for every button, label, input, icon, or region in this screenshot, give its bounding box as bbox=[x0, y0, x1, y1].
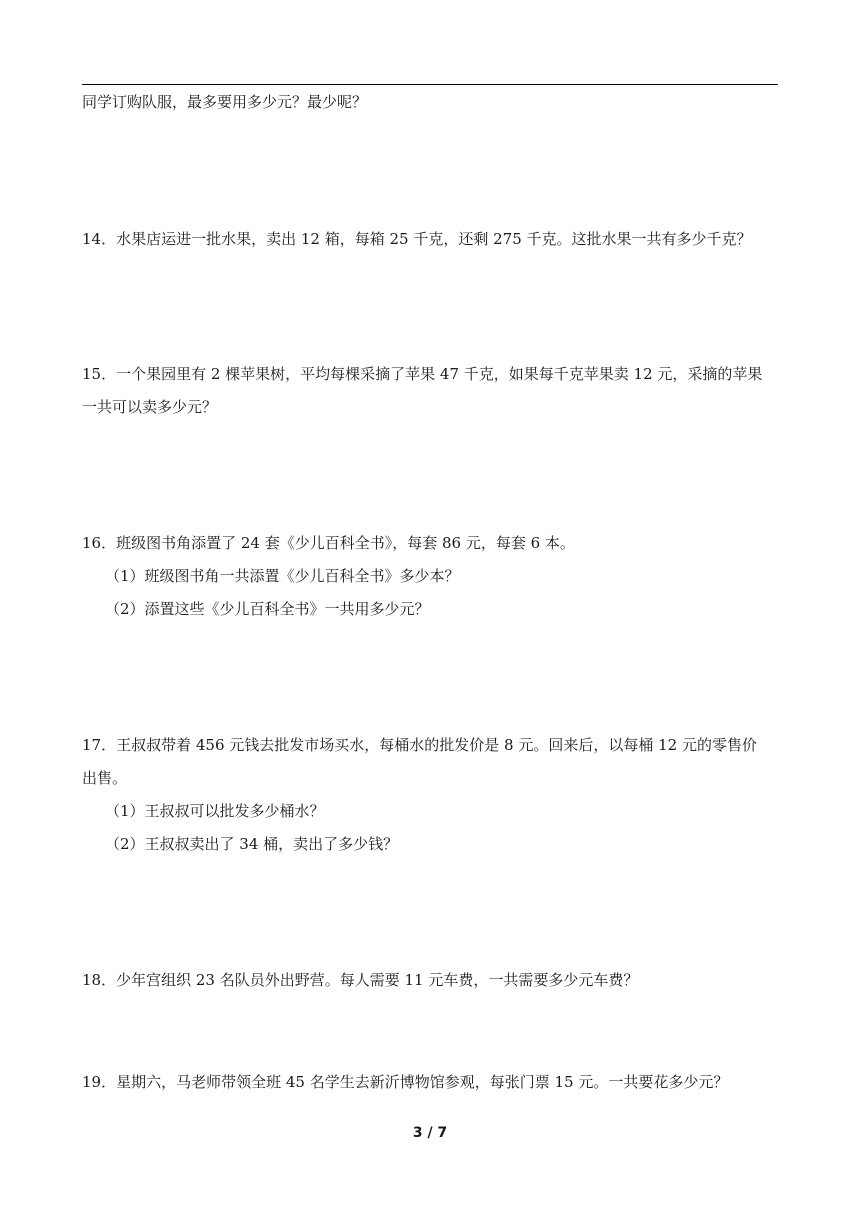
continuation-text: 同学订购队服，最多要用多少元？最少呢？ bbox=[82, 93, 368, 111]
question-17-text-line-1: 17．王叔叔带着 456 元钱去批发市场买水，每桶水的批发价是 8 元。回来后，以每桶 12 元的零售价 bbox=[82, 736, 757, 754]
question-15-text-line-2: 一共可以卖多少元？ bbox=[82, 398, 218, 416]
question-18-text: 18．少年宫组织 23 名队员外出野营。每人需要 11 元车费，一共需要多少元车费？ bbox=[82, 971, 639, 989]
question-16-part-1: （1）班级图书角一共添置《少儿百科全书》多少本？ bbox=[105, 567, 460, 585]
question-17-part-1: （1）王叔叔可以批发多少桶水？ bbox=[105, 802, 325, 820]
question-16-part-2: （2）添置这些《少儿百科全书》一共用多少元？ bbox=[105, 600, 430, 618]
question-19-text: 19．星期六，马老师带领全班 45 名学生去新沂博物馆参观，每张门票 15 元。一共要花多少元？ bbox=[82, 1073, 729, 1091]
question-16-text: 16．班级图书角添置了 24 套《少儿百科全书》，每套 86 元，每套 6 本。 bbox=[82, 534, 575, 552]
question-14-text: 14．水果店运进一批水果，卖出 12 箱，每箱 25 千克，还剩 275 千克。这批水果一共有多少千克？ bbox=[82, 230, 752, 248]
header-rule bbox=[82, 84, 778, 85]
page-number: 3 / 7 bbox=[412, 1125, 448, 1141]
question-17-text-line-2: 出售。 bbox=[82, 769, 128, 787]
question-17-part-2: （2）王叔叔卖出了 34 桶，卖出了多少钱？ bbox=[105, 835, 399, 853]
question-15-text-line-1: 15．一个果园里有 2 棵苹果树，平均每棵采摘了苹果 47 千克，如果每千克苹果卖 12 元，采摘的苹果 bbox=[82, 365, 763, 383]
